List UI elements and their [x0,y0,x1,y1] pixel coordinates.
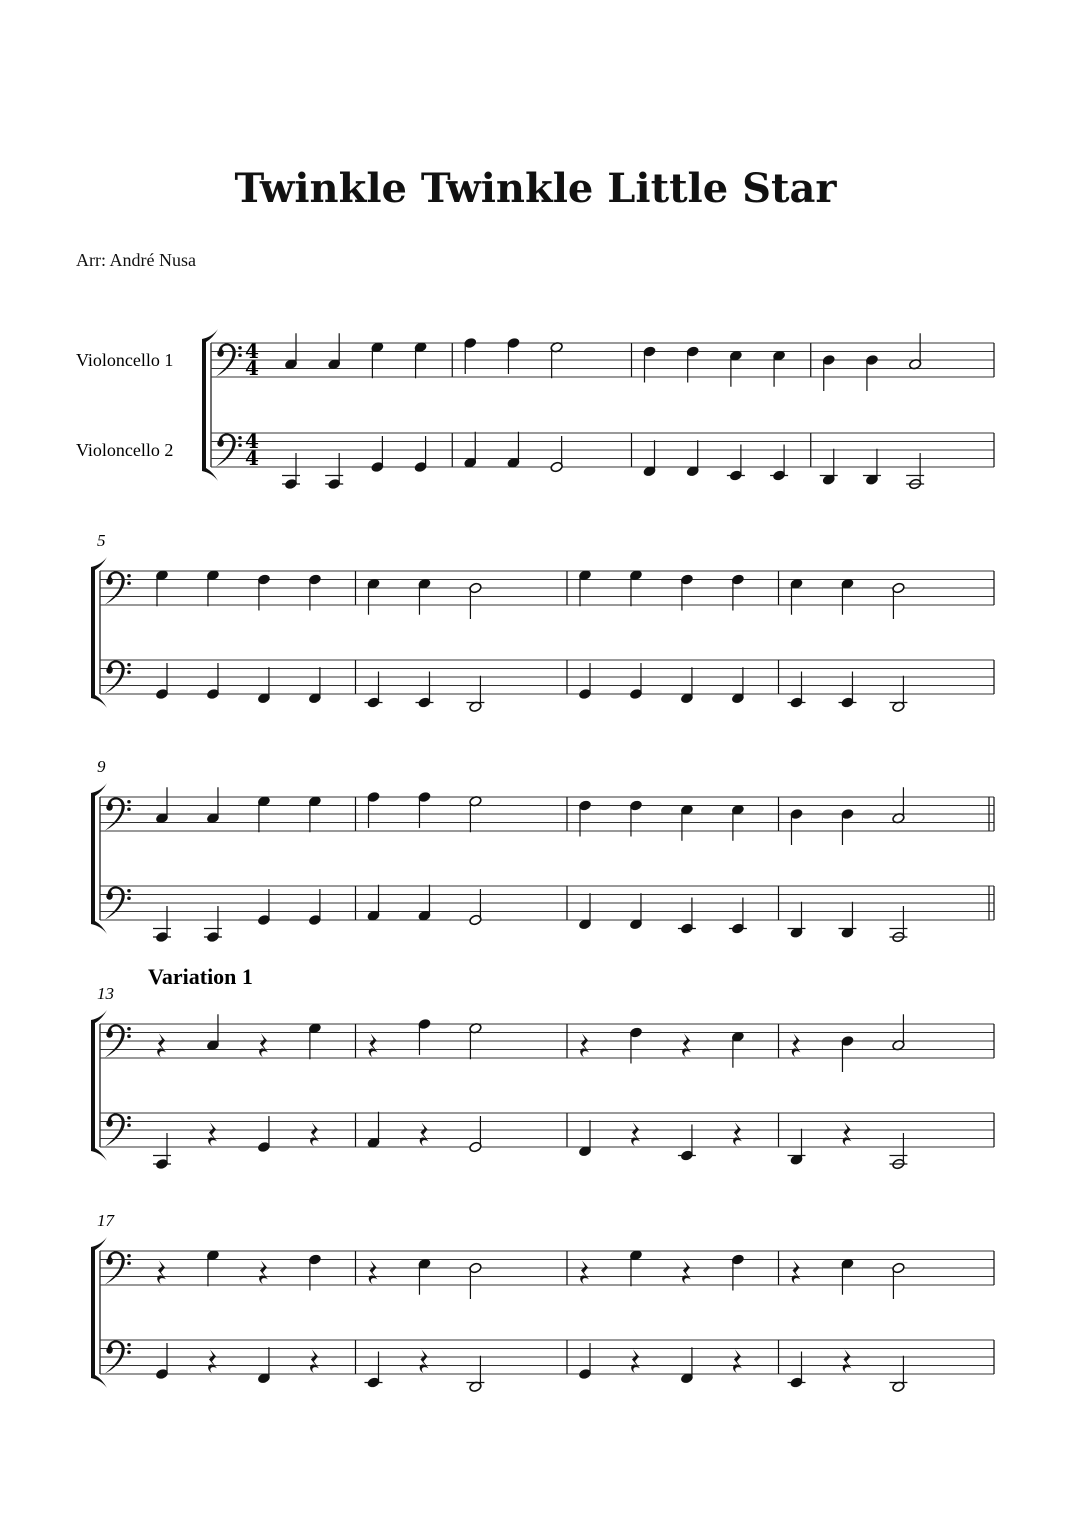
quarter-rest-icon [631,1122,640,1146]
quarter-rest-icon [259,1260,268,1284]
quarter-rest-icon [157,1033,166,1057]
quarter-rest-icon [580,1260,589,1284]
bass-clef-dot [127,800,131,804]
system-bracket [91,1375,107,1388]
bass-clef-dot [127,1123,131,1127]
system-bracket [202,468,218,481]
bass-clef-dot [127,889,131,893]
quarter-rest-icon [792,1033,801,1057]
quarter-rest-icon [843,1122,852,1146]
measure-number: 17 [97,1211,114,1230]
bass-clef-icon [106,1258,112,1264]
system [91,531,994,713]
bass-clef-dot [127,1027,131,1031]
quarter-rest-icon [792,1260,801,1284]
system-bracket [91,695,107,708]
instrument-label: Violoncello 2 [76,440,174,460]
system-bracket [202,339,206,471]
quarter-rest-icon [420,1349,429,1373]
system [91,757,994,943]
score-title: Twinkle Twinkle Little Star [234,165,837,212]
instrument-label: Violoncello 1 [76,350,174,370]
bass-clef-icon [106,1031,112,1037]
bass-clef-dot [127,574,131,578]
quarter-rest-icon [369,1033,378,1057]
bass-clef-dot [127,896,131,900]
system-bracket [91,1237,107,1250]
system-bracket [91,557,107,570]
quarter-rest-icon [682,1260,691,1284]
measure-number: 13 [97,984,114,1003]
system-bracket [91,921,107,934]
quarter-rest-icon [682,1033,691,1057]
bass-clef-dot [238,443,242,447]
system-bracket [91,1020,95,1151]
time-signature-numerator: 4 [245,339,259,363]
quarter-rest-icon [843,1349,852,1373]
quarter-rest-icon [208,1122,217,1146]
bass-clef-dot [127,1034,131,1038]
bass-clef-dot [127,663,131,667]
system [91,1211,994,1393]
rehearsal-mark: Variation 1 [148,964,253,989]
bass-clef-dot [127,581,131,585]
quarter-rest-icon [420,1122,429,1146]
bass-clef-dot [238,436,242,440]
bass-clef-dot [127,1254,131,1258]
arranger-credit: Arr: André Nusa [76,250,196,270]
bass-clef-icon [106,804,112,810]
system-bracket [91,1010,107,1023]
bass-clef-icon [106,667,112,673]
quarter-rest-icon [157,1260,166,1284]
bass-clef-dot [238,346,242,350]
bass-clef-dot [127,807,131,811]
quarter-rest-icon [733,1349,742,1373]
quarter-rest-icon [259,1033,268,1057]
system [91,964,994,1170]
bass-clef-icon [217,350,223,356]
bass-clef-icon [106,578,112,584]
time-signature-denominator: 4 [245,446,259,470]
bass-clef-dot [127,1261,131,1265]
measure-number: 5 [97,531,106,550]
quarter-rest-icon [208,1349,217,1373]
system-bracket [91,1247,95,1378]
bass-clef-dot [127,670,131,674]
quarter-rest-icon [310,1122,319,1146]
bass-clef-icon [106,893,112,899]
system-bracket [202,329,218,342]
system-bracket [91,567,95,698]
system-bracket [91,783,107,796]
quarter-rest-icon [733,1122,742,1146]
system-bracket [91,1148,107,1161]
bass-clef-icon [106,1347,112,1353]
time-signature-numerator: 4 [245,429,259,453]
quarter-rest-icon [631,1349,640,1373]
time-signature-denominator: 4 [245,356,259,380]
quarter-rest-icon [310,1349,319,1373]
system [76,329,994,490]
bass-clef-dot [127,1350,131,1354]
bass-clef-icon [217,440,223,446]
system-bracket [91,793,95,924]
quarter-rest-icon [580,1033,589,1057]
bass-clef-dot [238,353,242,357]
quarter-rest-icon [369,1260,378,1284]
bass-clef-dot [127,1116,131,1120]
bass-clef-dot [127,1343,131,1347]
bass-clef-icon [106,1120,112,1126]
measure-number: 9 [97,757,106,776]
